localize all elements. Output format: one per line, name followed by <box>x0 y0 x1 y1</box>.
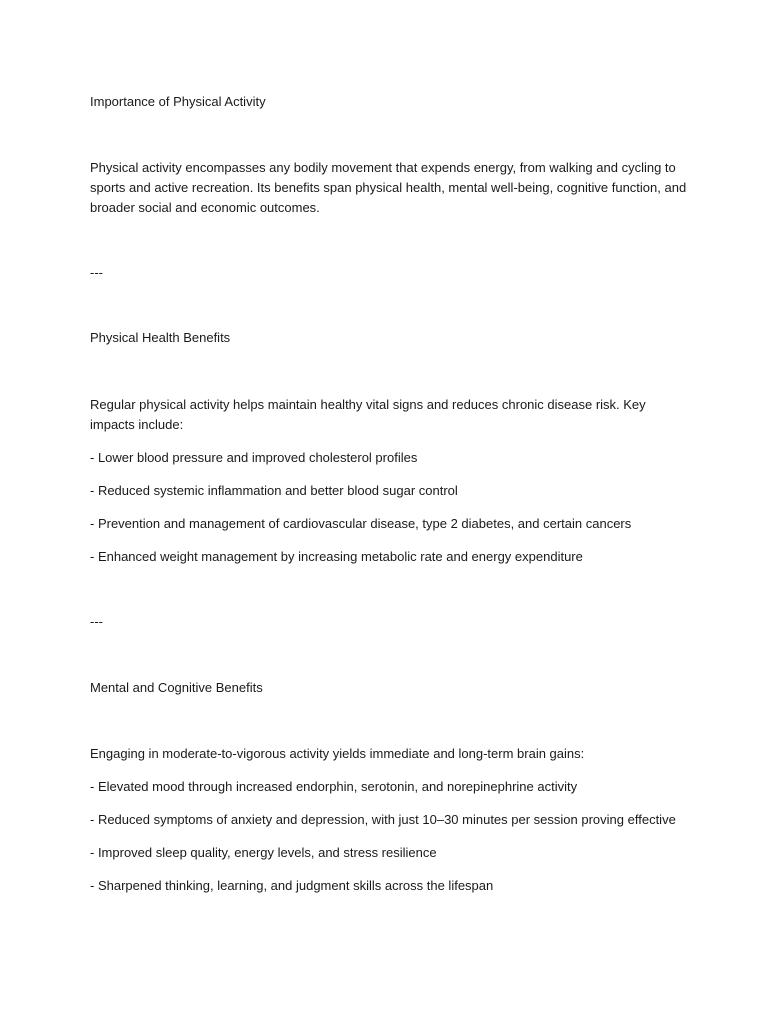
list-item: - Lower blood pressure and improved cholesterol profiles <box>90 450 418 465</box>
list-item: - Prevention and management of cardiovascular disease, type 2 diabetes, and certain cancers <box>90 516 632 531</box>
document-title: Importance of Physical Activity <box>90 94 266 109</box>
intro-paragraph: Physical activity encompasses any bodily movement that expends energy, from walking and cycling to sports and active recreation. Its benefits span physical health, mental well-being, cognitive function, and broader social and economic outcomes. <box>90 160 687 215</box>
section-heading-physical-health: Physical Health Benefits <box>90 330 231 345</box>
list-item: - Elevated mood through increased endorphin, serotonin, and norepinephrine activity <box>90 779 578 794</box>
section-divider: --- <box>90 614 103 629</box>
physical-health-lead-paragraph: Regular physical activity helps maintain healthy vital signs and reduces chronic disease risk. Key impacts include: <box>90 397 646 432</box>
list-item: - Sharpened thinking, learning, and judgment skills across the lifespan <box>90 878 494 893</box>
list-item: - Reduced systemic inflammation and better blood sugar control <box>90 483 458 498</box>
list-item: - Enhanced weight management by increasing metabolic rate and energy expenditure <box>90 549 583 564</box>
list-item: - Reduced symptoms of anxiety and depression, with just 10–30 minutes per session proving effective <box>90 812 676 827</box>
section-heading-mental-cognitive: Mental and Cognitive Benefits <box>90 680 263 695</box>
section-divider: --- <box>90 265 103 280</box>
list-item: - Improved sleep quality, energy levels, and stress resilience <box>90 845 437 860</box>
mental-cognitive-lead-paragraph: Engaging in moderate-to-vigorous activity yields immediate and long-term brain gains: <box>90 746 585 761</box>
